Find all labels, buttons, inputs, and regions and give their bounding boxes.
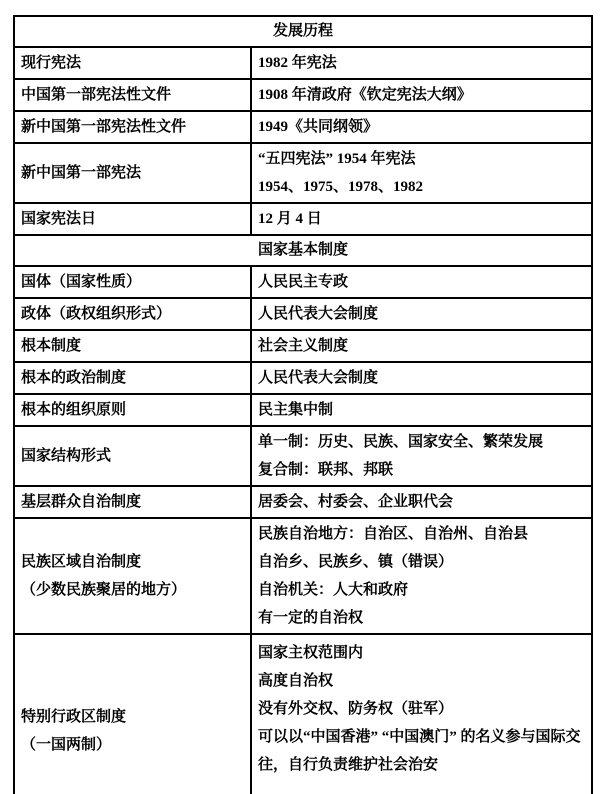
table-row — [14, 79, 592, 111]
value-line: 1908 年清政府《钦定宪法大纲》 — [258, 87, 472, 103]
row-label-cell — [14, 266, 251, 298]
label-line: 现行宪法 — [21, 55, 82, 71]
section-header: 国家基本制度 — [14, 235, 592, 266]
value-line: 自治机关：人大和政府 — [258, 582, 409, 598]
table-row — [14, 203, 592, 235]
row-value-cell — [251, 203, 592, 235]
value-line: 社会主义制度 — [258, 338, 349, 354]
value-line: 单一制：历史、民族、国家安全、繁荣发展 — [258, 434, 544, 450]
value-line: 1982 年宪法 — [258, 55, 337, 71]
table-row — [14, 426, 592, 486]
row-value-cell — [251, 486, 592, 518]
table-row — [14, 111, 592, 143]
table-row — [14, 486, 592, 518]
label-line: （少数民族聚居的地方） — [21, 582, 187, 598]
row-label-cell — [14, 634, 251, 794]
row-value-cell — [251, 634, 592, 794]
table-row — [14, 266, 592, 298]
value-line: 自治乡、民族乡、镇（错误） — [258, 554, 454, 570]
row-label-cell — [14, 518, 251, 634]
label-line: 根本的政治制度 — [21, 370, 127, 386]
table-row — [14, 330, 592, 362]
value-line: 可以以“中国香港” “中国澳门” 的名义参与国际交往，自行负责维护社会治安 — [258, 729, 581, 773]
row-label-cell — [14, 143, 251, 203]
row-value-cell — [251, 266, 592, 298]
table-row — [14, 143, 592, 203]
section-header-row — [14, 16, 592, 47]
value-line: 民族自治地方：自治区、自治州、自治县 — [258, 526, 529, 542]
row-label-cell — [14, 486, 251, 518]
table-row — [14, 298, 592, 330]
value-line: 人民代表大会制度 — [258, 306, 379, 322]
row-label-cell — [14, 111, 251, 143]
section-header-row — [14, 235, 592, 266]
value-line: “五四宪法” 1954 年宪法 — [258, 151, 416, 167]
table-row — [14, 518, 592, 634]
value-line: 有一定的自治权 — [258, 610, 364, 626]
table-body — [14, 16, 592, 794]
row-label-cell — [14, 47, 251, 79]
value-line: 人民民主专政 — [258, 274, 349, 290]
row-value-cell — [251, 330, 592, 362]
value-line: 民主集中制 — [258, 402, 334, 418]
label-line: 民族区域自治制度 — [21, 554, 142, 570]
row-label-cell — [14, 362, 251, 394]
value-line: 1954、1975、1978、1982 — [258, 179, 424, 195]
row-value-cell — [251, 111, 592, 143]
table-row — [14, 362, 592, 394]
table-row — [14, 394, 592, 426]
label-line: 国家宪法日 — [21, 211, 97, 227]
section-header: 发展历程 — [14, 16, 592, 47]
table-row — [14, 47, 592, 79]
row-label-cell — [14, 298, 251, 330]
label-line: 基层群众自治制度 — [21, 494, 142, 510]
label-line: 国体（国家性质） — [21, 274, 142, 290]
constitution-notes-table — [13, 15, 593, 794]
value-line: 高度自治权 — [258, 673, 334, 689]
value-line: 没有外交权、防务权（驻军） — [258, 701, 454, 717]
row-value-cell — [251, 298, 592, 330]
value-line: 12 月 4 日 — [258, 211, 322, 227]
row-value-cell — [251, 518, 592, 634]
row-label-cell — [14, 79, 251, 111]
label-line: 国家结构形式 — [21, 448, 112, 464]
label-line: 政体（政权组织形式） — [21, 306, 172, 322]
row-label-cell — [14, 426, 251, 486]
label-line: 中国第一部宪法性文件 — [21, 87, 172, 103]
value-line: 1949《共同纲领》 — [258, 119, 379, 135]
row-value-cell — [251, 143, 592, 203]
value-line: 居委会、村委会、企业职代会 — [258, 494, 454, 510]
label-line: 根本制度 — [21, 338, 82, 354]
label-line: 特别行政区制度 — [21, 708, 127, 725]
row-value-cell — [251, 47, 592, 79]
row-label-cell — [14, 203, 251, 235]
table-row — [14, 634, 592, 794]
value-line: 人民代表大会制度 — [258, 370, 379, 386]
row-label-cell — [14, 330, 251, 362]
label-line: （一国两制） — [21, 736, 112, 753]
row-value-cell — [251, 394, 592, 426]
label-line: 根本的组织原则 — [21, 402, 127, 418]
row-value-cell — [251, 79, 592, 111]
label-line: 新中国第一部宪法性文件 — [21, 119, 187, 135]
value-line: 国家主权范围内 — [258, 645, 364, 661]
row-value-cell — [251, 426, 592, 486]
row-value-cell — [251, 362, 592, 394]
row-label-cell — [14, 394, 251, 426]
value-line: 复合制：联邦、邦联 — [258, 462, 394, 478]
label-line: 新中国第一部宪法 — [21, 165, 142, 181]
